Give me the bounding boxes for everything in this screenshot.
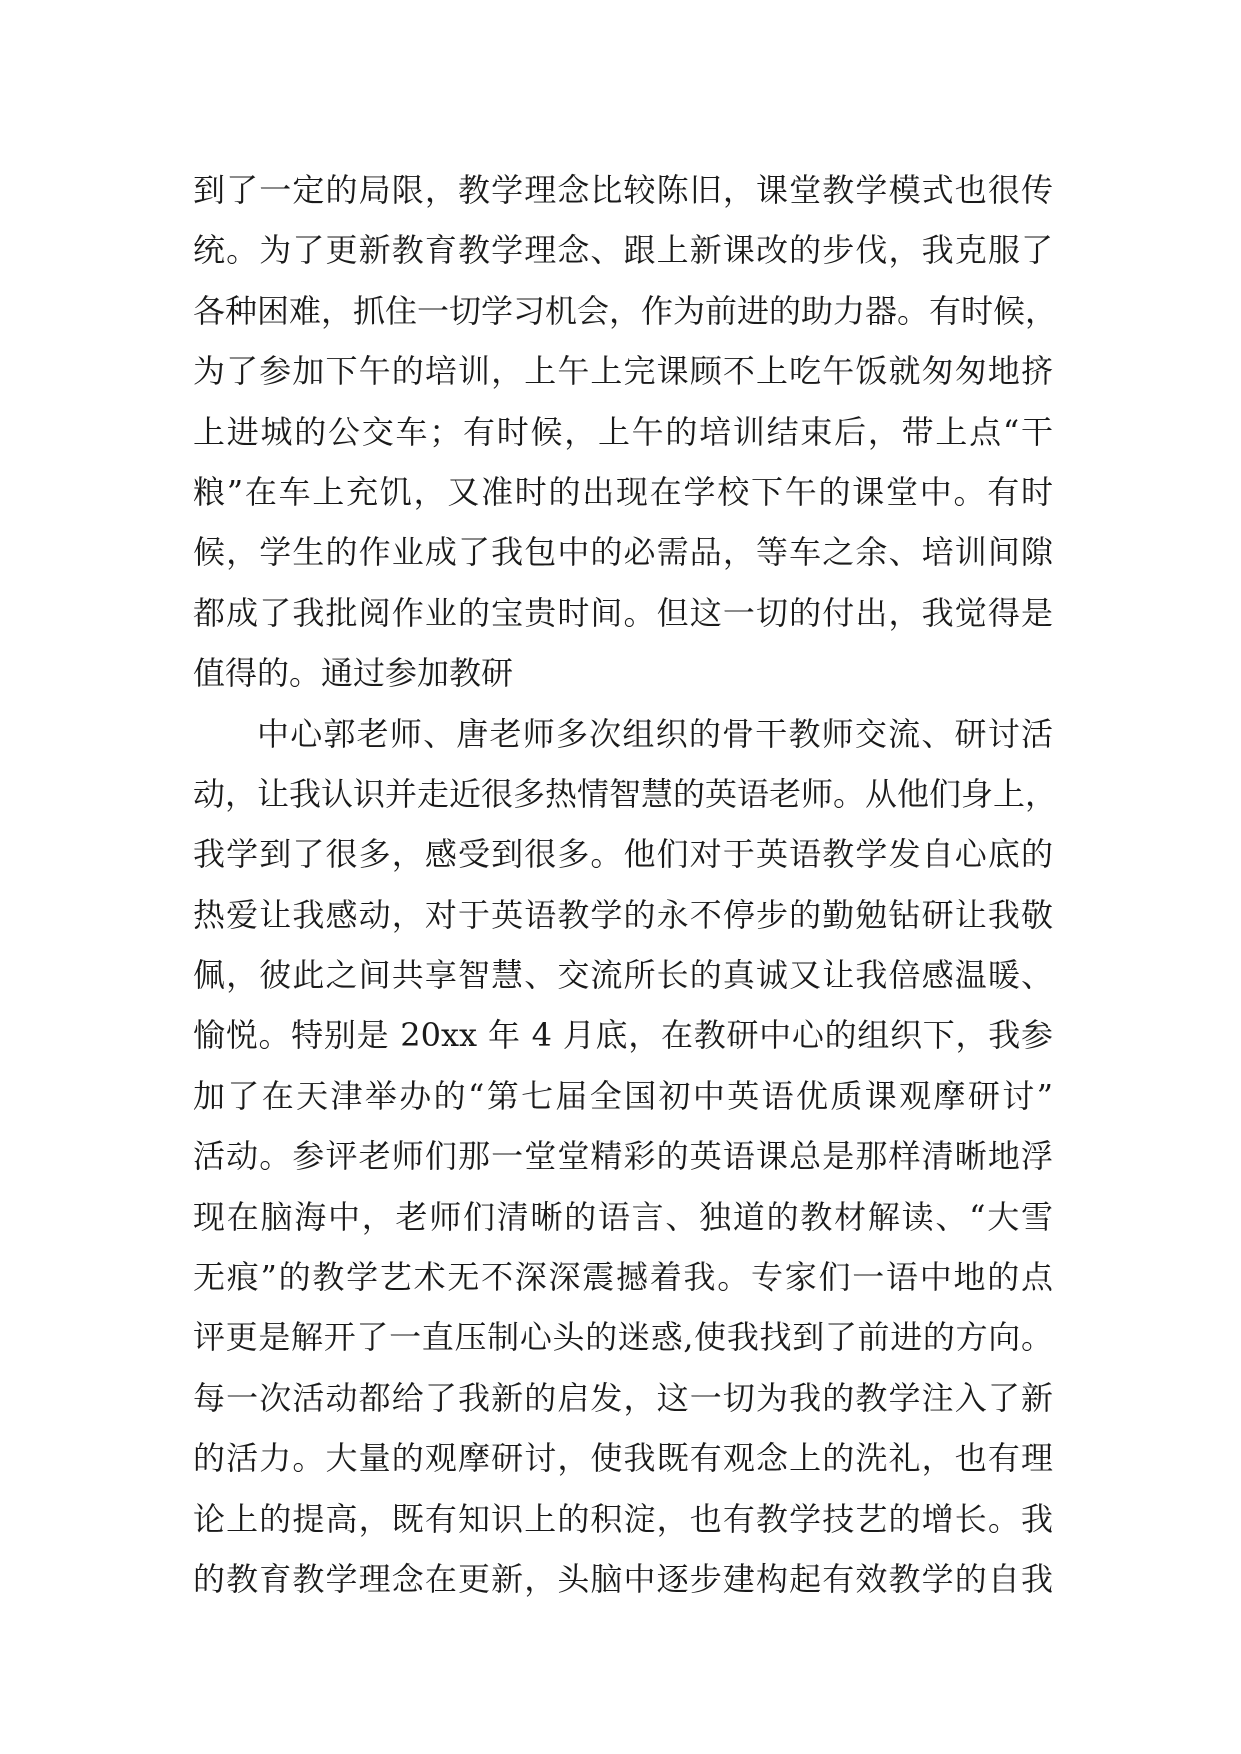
text-line: 无痕”的教学艺术无不深深震撼着我。专家们一语中地的点 [193,1258,1053,1297]
text-line: 活动。参评老师们那一堂堂精彩的英语课总是那样清晰地浮 [193,1137,1053,1176]
text-line: 为了参加下午的培训，上午上完课顾不上吃午饭就匆匆地挤 [193,352,1053,391]
paragraph-first-line: 中心郭老师、唐老师多次组织的骨干教师交流、研讨活 [257,714,1053,753]
text-line: 热爱让我感动，对于英语教学的永不停步的勤勉钻研让我敬 [193,895,1053,934]
text-line: 各种困难，抓住一切学习机会，作为前进的助力器。有时候， [193,291,1058,330]
body-text [193,160,1058,1609]
text-line: 愉悦。特别是 20xx 年 4 月底，在教研中心的组织下，我参 [193,1016,1053,1055]
text-line: 我学到了很多，感受到很多。他们对于英语教学发自心底的 [193,835,1053,874]
text-line: 都成了我批阅作业的宝贵时间。但这一切的付出，我觉得是 [193,593,1053,632]
text-line: 的教育教学理念在更新，头脑中逐步建构起有效教学的自我 [193,1559,1053,1598]
text-line: 的活力。大量的观摩研讨，使我既有观念上的洗礼，也有理 [193,1439,1053,1478]
text-line: 上进城的公交车；有时候，上午的培训结束后，带上点“干 [193,412,1053,451]
text-line: 现在脑海中，老师们清晰的语言、独道的教材解读、“大雪 [193,1197,1053,1236]
text-line: 每一次活动都给了我新的启发，这一切为我的教学注入了新 [193,1378,1053,1417]
text-line: 评更是解开了一直压制心头的迷惑,使我找到了前进的方向。 [193,1318,1053,1357]
text-line: 值得的。通过参加教研 [193,654,514,693]
text-line: 粮”在车上充饥，又准时的出现在学校下午的课堂中。有时 [193,472,1053,511]
text-line: 候，学生的作业成了我包中的必需品，等车之余、培训间隙 [193,533,1053,572]
text-line: 加了在天津举办的“第七届全国初中英语优质课观摩研讨” [193,1076,1053,1115]
text-line: 统。为了更新教育教学理念、跟上新课改的步伐，我克服了 [193,231,1053,270]
text-line: 动，让我认识并走近很多热情智慧的英语老师。从他们身上， [193,774,1058,813]
text-line: 论上的提高，既有知识上的积淀，也有教学技艺的增长。我 [193,1499,1053,1538]
text-line: 到了一定的局限，教学理念比较陈旧，课堂教学模式也很传 [193,171,1053,209]
text-line: 佩，彼此之间共享智慧、交流所长的真诚又让我倍感温暖、 [193,956,1053,995]
